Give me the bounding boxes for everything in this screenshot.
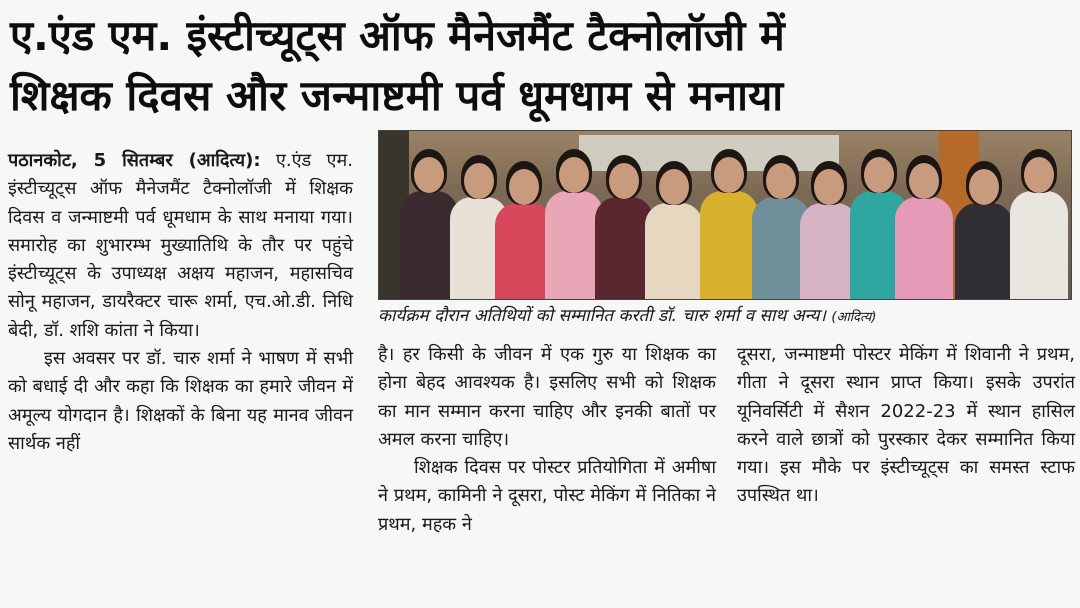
article-column-3 bbox=[737, 341, 1075, 511]
article-column-2 bbox=[378, 341, 716, 539]
photo-credit: (आदित्य) bbox=[831, 310, 877, 325]
article-column-1 bbox=[8, 147, 353, 458]
photo-person bbox=[954, 139, 1014, 299]
article-paragraph: इस अवसर पर डॉ. चारु शर्मा ने भाषण में सभी को बधाई दी और कहा कि शिक्षक का हमारे जीवन में अमूल्य योगदान है। शिक्षकों के बिना यह मानव जीवन सार्थक नहीं bbox=[8, 348, 353, 454]
photo-caption bbox=[378, 298, 1070, 334]
photo-person bbox=[894, 139, 954, 299]
photo-person bbox=[1009, 139, 1069, 299]
photo-person bbox=[644, 139, 704, 299]
headline-line-2: शिक्षक दिवस और जन्माष्टमी पर्व धूमधाम से मनाया bbox=[10, 71, 784, 120]
event-photo bbox=[378, 130, 1072, 300]
article-paragraph: ए.एंड एम. इंस्टीच्यूट्स ऑफ मैनेजमैंट टैक्नोलॉजी में शिक्षक दिवस व जन्माष्टमी पर्व धूमधाम के साथ मनाया गया। समारोह का शुभारम्भ मुख्यातिथि के तौर पर पहुंचे इंस्टीच्यूट्स के उपाध्यक्ष अक्षय महाजन, महासचिव सोनू महाजन, डायरैक्टर चारू शर्मा, एच.ओ.डी. निधि बेदी, डॉ. शशि कांता ने किया। bbox=[8, 150, 353, 341]
dateline: पठानकोट, 5 सितम्बर (आदित्य): bbox=[8, 150, 261, 171]
headline bbox=[10, 6, 1070, 126]
photo-caption-text: कार्यक्रम दौरान अतिथियों को सम्मानित करती डॉ. चारु शर्मा व साथ अन्य। bbox=[378, 306, 826, 326]
headline-line-1: ए.एंड एम. इंस्टीच्यूट्स ऑफ मैनेजमैंट टैक्नोलॉजी में bbox=[10, 11, 785, 60]
photo-person bbox=[699, 139, 759, 299]
article-paragraph: दूसरा, जन्माष्टमी पोस्टर मेकिंग में शिवानी ने प्रथम, गीता ने दूसरा स्थान प्राप्त किया। इसके उपरांत यूनिवर्सिटी में सैशन 2022-23 में स्थान हासिल करने वाले छात्रों को पुरस्कार देकर सम्मानित किया गया। इस मौके पर इंस्टीच्यूट्स का समस्त स्टाफ उपस्थित था। bbox=[737, 344, 1075, 507]
article-paragraph: शिक्षक दिवस पर पोस्टर प्रतियोगिता में अमीषा ने प्रथम, कामिनी ने दूसरा, पोस्ट मेकिंग में नितिका ने प्रथम, महक ने bbox=[378, 457, 716, 535]
article-paragraph: है। हर किसी के जीवन में एक गुरु या शिक्षक का होना बेहद आवश्यक है। इसलिए सभी को शिक्षक का मान सम्मान करना चाहिए और इनकी बातों पर अमल करना चाहिए। bbox=[378, 344, 716, 450]
